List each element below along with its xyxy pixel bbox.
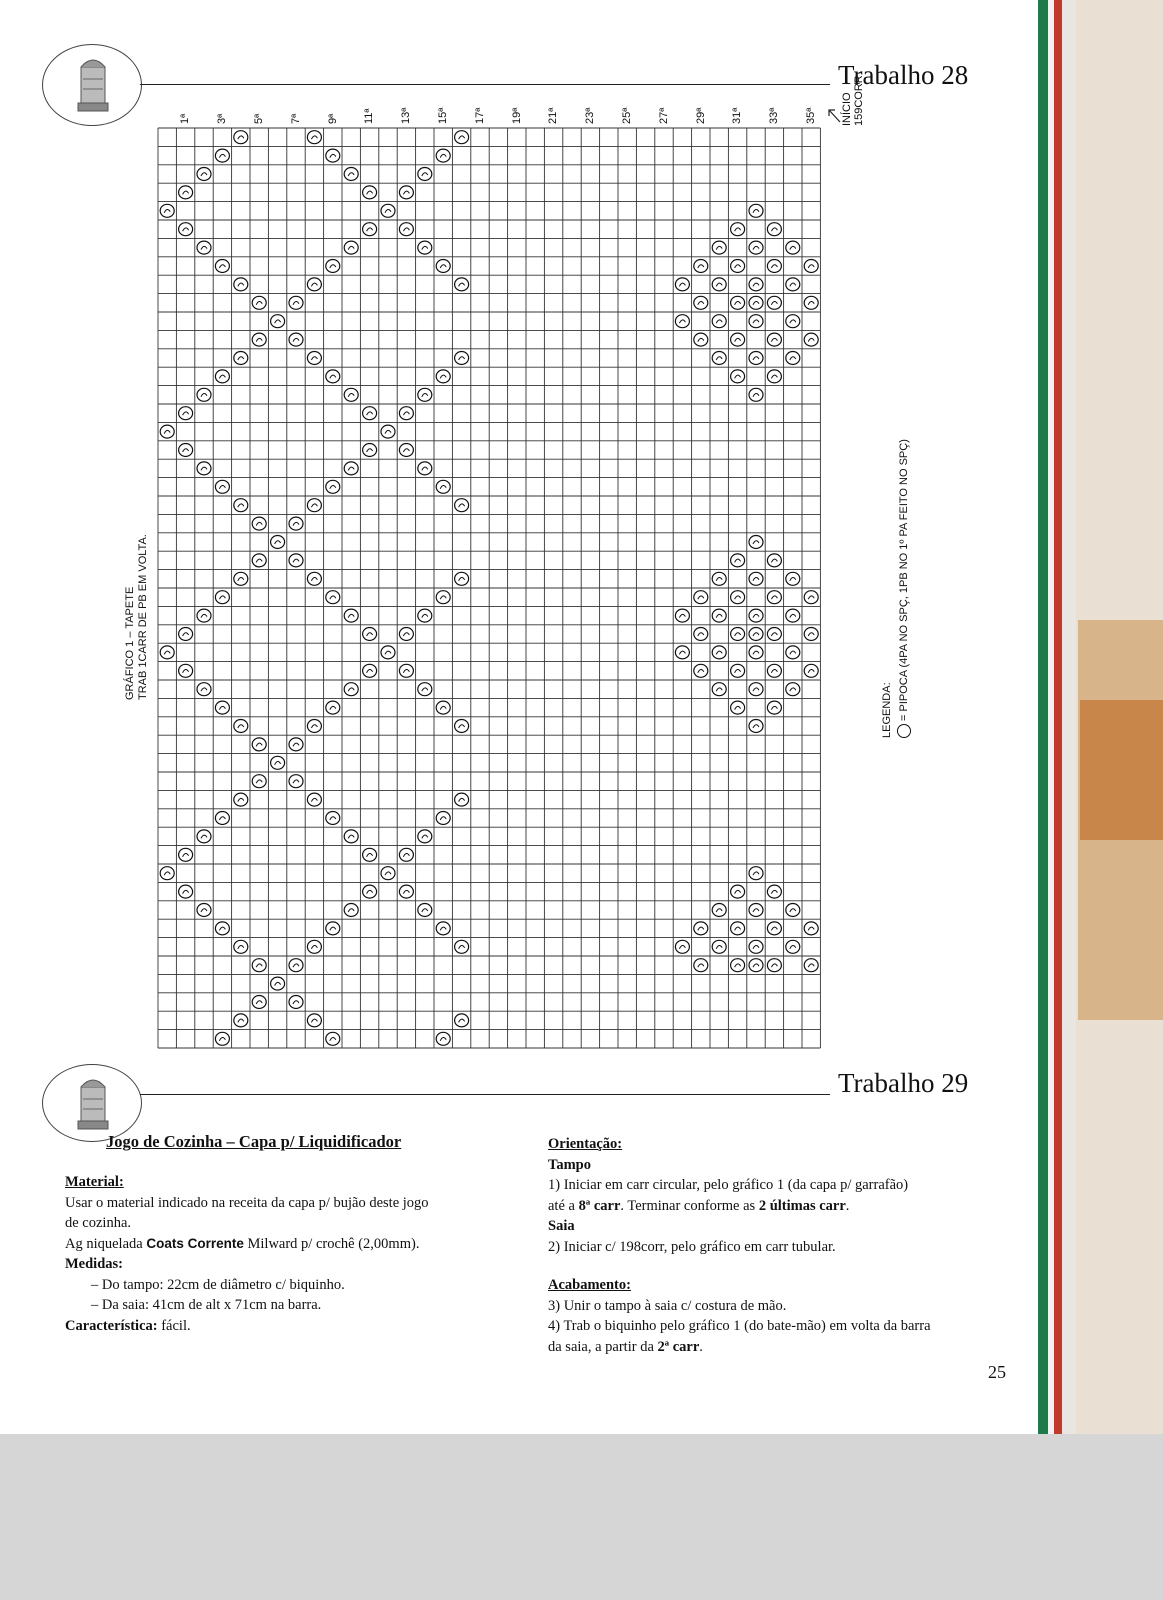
popcorn-stitch-mark xyxy=(767,628,781,641)
popcorn-stitch-mark xyxy=(344,683,358,696)
popcorn-stitch-mark xyxy=(326,591,340,604)
popcorn-stitch-mark xyxy=(252,333,266,346)
popcorn-stitch-mark xyxy=(804,260,818,273)
popcorn-stitch-mark xyxy=(289,554,303,567)
chart-caption xyxy=(124,534,150,700)
popcorn-stitch-mark xyxy=(197,388,211,401)
popcorn-stitch-mark xyxy=(455,940,469,953)
popcorn-stitch-mark xyxy=(804,591,818,604)
popcorn-stitch-mark xyxy=(767,370,781,383)
popcorn-stitch-mark xyxy=(804,959,818,972)
popcorn-stitch-mark xyxy=(749,720,763,733)
popcorn-stitch-mark xyxy=(731,591,745,604)
acabamento-heading: Acabamento: xyxy=(548,1277,631,1293)
acabamento-step-3: 3) Unir o tampo à saia c/ costura de mão. xyxy=(548,1297,787,1314)
caracteristica-line xyxy=(65,1316,429,1337)
popcorn-stitch-mark xyxy=(418,830,432,843)
tampo-step-1b-end: . xyxy=(845,1197,850,1214)
popcorn-stitch-mark xyxy=(731,628,745,641)
popcorn-stitch-mark xyxy=(289,296,303,309)
popcorn-stitch-mark xyxy=(731,885,745,898)
article-title: Jogo de Cozinha – Capa p/ Liquidificador xyxy=(106,1132,402,1151)
popcorn-stitch-mark xyxy=(749,940,763,953)
popcorn-stitch-mark xyxy=(436,701,450,714)
column-label: 25ª xyxy=(621,107,633,124)
saia-heading: Saia xyxy=(548,1218,575,1234)
start-arrow-icon xyxy=(826,106,842,126)
popcorn-stitch-mark xyxy=(731,333,745,346)
popcorn-stitch-mark xyxy=(804,333,818,346)
tampo-step-1b-text2: . Terminar conforme as xyxy=(620,1197,759,1214)
popcorn-stitch-mark xyxy=(179,664,193,677)
popcorn-stitch-mark xyxy=(381,425,395,438)
popcorn-stitch-mark xyxy=(694,922,708,935)
popcorn-stitch-mark xyxy=(307,720,321,733)
medida-saia: – Da saia: 41cm de alt x 71cm na barra. xyxy=(91,1297,322,1313)
popcorn-stitch-mark xyxy=(694,628,708,641)
bottom-emblem-icon xyxy=(42,1064,142,1142)
popcorn-stitch-mark xyxy=(694,296,708,309)
column-label: 21ª xyxy=(547,107,560,124)
popcorn-stitch-mark xyxy=(767,296,781,309)
popcorn-stitch-mark xyxy=(179,223,193,236)
popcorn-stitch-mark xyxy=(179,885,193,898)
popcorn-stitch-mark xyxy=(307,278,321,291)
popcorn-stitch-mark xyxy=(160,867,174,880)
top-section-title: Trabalho 28 xyxy=(838,60,969,90)
popcorn-stitch-mark xyxy=(749,572,763,585)
popcorn-stitch-mark xyxy=(344,462,358,475)
popcorn-stitch-mark xyxy=(712,315,726,328)
popcorn-stitch-mark xyxy=(307,352,321,365)
popcorn-stitch-mark xyxy=(712,352,726,365)
popcorn-stitch-mark xyxy=(234,793,248,806)
left-column xyxy=(65,1172,429,1336)
popcorn-stitch-mark xyxy=(289,738,303,751)
popcorn-stitch-mark xyxy=(418,462,432,475)
popcorn-stitch-mark xyxy=(804,922,818,935)
popcorn-stitch-mark xyxy=(767,223,781,236)
popcorn-stitch-mark xyxy=(344,609,358,622)
popcorn-stitch-mark xyxy=(160,646,174,659)
popcorn-stitch-mark xyxy=(786,609,800,622)
start-label-line2: 159CORR xyxy=(853,75,865,126)
popcorn-stitch-mark xyxy=(399,223,413,236)
popcorn-stitch-mark xyxy=(712,683,726,696)
acabamento-step-4a: 4) Trab o biquinho pelo gráfico 1 (do bate-mão) em volta da barra xyxy=(548,1318,931,1334)
popcorn-stitch-mark xyxy=(344,168,358,181)
popcorn-stitch-mark xyxy=(731,296,745,309)
popcorn-stitch-mark xyxy=(786,572,800,585)
popcorn-stitch-mark xyxy=(381,646,395,659)
tampo-step-1b-bold: 8ª carr xyxy=(578,1197,621,1214)
right-column xyxy=(548,1134,931,1357)
column-label: 27ª xyxy=(657,107,670,124)
popcorn-stitch-mark xyxy=(326,1032,340,1045)
popcorn-stitch-mark xyxy=(179,628,193,641)
popcorn-stitch-mark xyxy=(675,278,689,291)
popcorn-stitch-mark xyxy=(197,241,211,254)
popcorn-stitch-mark xyxy=(234,940,248,953)
popcorn-stitch-mark xyxy=(234,572,248,585)
popcorn-stitch-mark xyxy=(731,260,745,273)
popcorn-stitch-mark xyxy=(436,922,450,935)
popcorn-stitch-mark xyxy=(675,646,689,659)
popcorn-stitch-mark xyxy=(712,572,726,585)
popcorn-stitch-mark xyxy=(160,204,174,217)
popcorn-stitch-mark xyxy=(160,425,174,438)
popcorn-stitch-mark xyxy=(252,738,266,751)
popcorn-stitch-mark xyxy=(731,922,745,935)
popcorn-stitch-mark xyxy=(749,241,763,254)
popcorn-stitch-mark xyxy=(197,683,211,696)
tampo-step-1a: 1) Iniciar em carr circular, pelo gráfico 1 (da capa p/ garrafão) xyxy=(548,1177,909,1193)
popcorn-stitch-mark xyxy=(326,701,340,714)
popcorn-stitch-mark xyxy=(381,204,395,217)
popcorn-stitch-mark xyxy=(455,352,469,365)
popcorn-stitch-mark xyxy=(363,407,377,420)
popcorn-stitch-mark xyxy=(694,260,708,273)
popcorn-stitch-mark xyxy=(731,554,745,567)
popcorn-stitch-mark xyxy=(767,701,781,714)
popcorn-stitch-mark xyxy=(307,572,321,585)
column-label: 11ª xyxy=(363,108,376,124)
popcorn-stitch-mark xyxy=(786,352,800,365)
popcorn-stitch-mark xyxy=(804,628,818,641)
popcorn-stitch-mark xyxy=(731,664,745,677)
popcorn-stitch-mark xyxy=(749,315,763,328)
popcorn-stitch-mark xyxy=(307,793,321,806)
popcorn-stitch-mark xyxy=(749,536,763,549)
popcorn-stitch-mark xyxy=(749,867,763,880)
popcorn-stitch-mark xyxy=(436,149,450,162)
column-label: 29ª xyxy=(694,107,707,124)
popcorn-stitch-mark xyxy=(767,664,781,677)
caracteristica-value: fácil. xyxy=(157,1317,191,1334)
popcorn-stitch-mark xyxy=(767,591,781,604)
popcorn-stitch-mark xyxy=(363,885,377,898)
popcorn-stitch-mark xyxy=(289,775,303,788)
popcorn-stitch-mark xyxy=(436,812,450,825)
popcorn-stitch-mark xyxy=(197,904,211,917)
popcorn-stitch-mark xyxy=(418,683,432,696)
needle-brand: Coats Corrente xyxy=(146,1235,244,1251)
popcorn-stitch-mark xyxy=(786,683,800,696)
popcorn-stitch-mark xyxy=(694,664,708,677)
tampo-step-1b-bold2: 2 últimas carr xyxy=(758,1197,846,1214)
popcorn-stitch-icon xyxy=(897,724,911,738)
acabamento-step-4b-text: da saia, a partir da xyxy=(548,1338,658,1355)
bottom-title-rule xyxy=(140,1094,830,1095)
popcorn-stitch-mark xyxy=(326,922,340,935)
popcorn-stitch-mark xyxy=(749,388,763,401)
chart-caption-line1: GRÁFICO 1 – TAPETE xyxy=(124,586,136,700)
page-number: 25 xyxy=(988,1362,1006,1382)
popcorn-stitch-mark xyxy=(749,683,763,696)
popcorn-stitch-mark xyxy=(749,609,763,622)
popcorn-stitch-mark xyxy=(749,904,763,917)
popcorn-stitch-mark xyxy=(271,536,285,549)
popcorn-stitch-mark xyxy=(399,848,413,861)
popcorn-stitch-mark xyxy=(418,609,432,622)
popcorn-stitch-mark xyxy=(179,186,193,199)
popcorn-stitch-mark xyxy=(234,499,248,512)
popcorn-stitch-mark xyxy=(455,572,469,585)
popcorn-stitch-mark xyxy=(436,260,450,273)
popcorn-stitch-mark xyxy=(344,388,358,401)
popcorn-stitch-mark xyxy=(767,885,781,898)
chart-caption-line2: TRAB 1CARR DE PB EM VOLTA. xyxy=(137,534,149,700)
legend-text: = PIPOCA (4PA NO SPÇ, 1PB NO 1º PA FEITO NO SPÇ) xyxy=(898,439,910,721)
popcorn-stitch-mark xyxy=(731,959,745,972)
popcorn-stitch-mark xyxy=(271,315,285,328)
popcorn-stitch-mark xyxy=(786,940,800,953)
popcorn-stitch-mark xyxy=(363,186,377,199)
popcorn-stitch-mark xyxy=(363,223,377,236)
chart-legend xyxy=(880,439,912,738)
material-line-2: de cozinha. xyxy=(65,1215,132,1231)
tampo-step-1b-text: até a xyxy=(548,1197,579,1214)
popcorn-stitch-mark xyxy=(436,1032,450,1045)
popcorn-stitch-mark xyxy=(197,830,211,843)
caracteristica-label: Característica: xyxy=(65,1317,158,1334)
popcorn-stitch-mark xyxy=(455,131,469,144)
popcorn-stitch-mark xyxy=(786,315,800,328)
start-label xyxy=(841,75,865,126)
popcorn-stitch-mark xyxy=(179,407,193,420)
popcorn-stitch-mark xyxy=(786,278,800,291)
popcorn-stitch-mark xyxy=(197,168,211,181)
popcorn-stitch-mark xyxy=(252,296,266,309)
popcorn-stitch-mark xyxy=(289,517,303,530)
popcorn-stitch-mark xyxy=(749,204,763,217)
popcorn-stitch-mark xyxy=(307,131,321,144)
popcorn-stitch-mark xyxy=(289,333,303,346)
popcorn-stitch-mark xyxy=(436,591,450,604)
popcorn-stitch-mark xyxy=(694,959,708,972)
column-label: 9ª xyxy=(326,113,339,124)
popcorn-stitch-mark xyxy=(252,775,266,788)
popcorn-stitch-mark xyxy=(675,940,689,953)
popcorn-stitch-mark xyxy=(436,480,450,493)
popcorn-stitch-mark xyxy=(271,756,285,769)
column-label: 19ª xyxy=(510,107,523,124)
popcorn-stitch-mark xyxy=(418,241,432,254)
popcorn-stitch-mark xyxy=(381,867,395,880)
popcorn-stitch-mark xyxy=(694,591,708,604)
popcorn-stitch-mark xyxy=(215,591,229,604)
popcorn-stitch-mark xyxy=(749,278,763,291)
column-label: 7ª xyxy=(289,113,302,124)
popcorn-stitch-mark xyxy=(234,131,248,144)
popcorn-stitch-mark xyxy=(455,720,469,733)
popcorn-stitch-mark xyxy=(767,959,781,972)
acabamento-step-4b-bold: 2ª carr xyxy=(657,1338,700,1355)
popcorn-stitch-mark xyxy=(252,517,266,530)
tampo-heading: Tampo xyxy=(548,1156,591,1173)
popcorn-stitch-mark xyxy=(326,149,340,162)
popcorn-stitch-mark xyxy=(731,223,745,236)
popcorn-stitch-mark xyxy=(344,241,358,254)
legend-title: LEGENDA: xyxy=(881,682,893,738)
popcorn-stitch-mark xyxy=(344,904,358,917)
popcorn-stitch-mark xyxy=(307,1014,321,1027)
column-label: 13ª xyxy=(400,107,413,124)
popcorn-stitch-mark xyxy=(749,352,763,365)
popcorn-stitch-mark xyxy=(197,609,211,622)
popcorn-stitch-mark xyxy=(712,904,726,917)
popcorn-stitch-mark xyxy=(215,149,229,162)
popcorn-stitch-mark xyxy=(363,628,377,641)
column-label: 1ª xyxy=(179,113,192,124)
popcorn-stitch-mark xyxy=(197,462,211,475)
popcorn-stitch-mark xyxy=(289,996,303,1009)
column-label: 33ª xyxy=(768,107,781,124)
popcorn-stitch-mark xyxy=(215,1032,229,1045)
orientacao-heading: Orientação: xyxy=(548,1136,623,1152)
popcorn-stitch-mark xyxy=(712,646,726,659)
needle-prefix: Ag niquelada xyxy=(65,1235,147,1252)
popcorn-stitch-mark xyxy=(326,480,340,493)
popcorn-stitch-mark xyxy=(749,959,763,972)
popcorn-stitch-mark xyxy=(694,333,708,346)
popcorn-stitch-mark xyxy=(363,848,377,861)
popcorn-stitch-mark xyxy=(712,609,726,622)
popcorn-stitch-mark xyxy=(179,848,193,861)
popcorn-stitch-mark xyxy=(786,646,800,659)
needle-suffix: Milward p/ crochê (2,00mm). xyxy=(243,1235,420,1252)
popcorn-stitch-mark xyxy=(712,940,726,953)
start-label-line1: INÍCIO xyxy=(841,92,853,126)
popcorn-stitch-mark xyxy=(767,554,781,567)
popcorn-stitch-mark xyxy=(215,260,229,273)
column-label: 35ª xyxy=(805,107,817,124)
scan-background xyxy=(0,1434,1163,1600)
popcorn-stitch-mark xyxy=(215,812,229,825)
popcorn-stitch-mark xyxy=(215,922,229,935)
column-label: 23ª xyxy=(584,107,597,124)
popcorn-stitch-mark xyxy=(363,664,377,677)
popcorn-stitch-mark xyxy=(399,444,413,457)
popcorn-stitch-mark xyxy=(252,996,266,1009)
popcorn-stitch-mark xyxy=(234,1014,248,1027)
column-label: 17ª xyxy=(473,107,486,124)
popcorn-stitch-mark xyxy=(786,904,800,917)
popcorn-stitch-mark xyxy=(418,904,432,917)
popcorn-stitch-mark xyxy=(455,1014,469,1027)
popcorn-stitch-mark xyxy=(749,628,763,641)
column-label: 5ª xyxy=(253,113,265,124)
acabamento-step-4b xyxy=(548,1337,931,1358)
popcorn-stitch-mark xyxy=(418,388,432,401)
popcorn-stitch-mark xyxy=(731,370,745,383)
saia-step-2: 2) Iniciar c/ 198corr, pelo gráfico em carr tubular. xyxy=(548,1238,836,1255)
popcorn-stitch-mark xyxy=(326,370,340,383)
popcorn-stitch-mark xyxy=(399,407,413,420)
popcorn-stitch-mark xyxy=(252,554,266,567)
popcorn-stitch-mark xyxy=(344,830,358,843)
popcorn-stitch-mark xyxy=(712,278,726,291)
medidas-heading: Medidas: xyxy=(65,1256,123,1272)
popcorn-stitch-mark xyxy=(252,959,266,972)
column-label: 15ª xyxy=(437,107,449,124)
popcorn-stitch-mark xyxy=(215,370,229,383)
popcorn-stitch-mark xyxy=(455,499,469,512)
popcorn-stitch-mark xyxy=(215,480,229,493)
tampo-step-1b xyxy=(548,1196,931,1217)
material-heading: Material: xyxy=(65,1174,124,1190)
acabamento-step-4b-end: . xyxy=(699,1338,703,1355)
popcorn-stitch-mark xyxy=(271,977,285,990)
popcorn-stitch-mark xyxy=(234,352,248,365)
popcorn-stitch-mark xyxy=(455,278,469,291)
column-label: 3ª xyxy=(216,113,229,124)
popcorn-stitch-mark xyxy=(767,260,781,273)
popcorn-stitch-mark xyxy=(749,646,763,659)
popcorn-stitch-mark xyxy=(399,186,413,199)
popcorn-stitch-mark xyxy=(307,499,321,512)
popcorn-stitch-mark xyxy=(307,940,321,953)
popcorn-stitch-mark xyxy=(804,664,818,677)
popcorn-stitch-mark xyxy=(234,720,248,733)
popcorn-stitch-mark xyxy=(675,315,689,328)
popcorn-stitch-mark xyxy=(786,241,800,254)
popcorn-stitch-mark xyxy=(436,370,450,383)
popcorn-stitch-mark xyxy=(418,168,432,181)
popcorn-stitch-mark xyxy=(179,444,193,457)
popcorn-stitch-mark xyxy=(399,664,413,677)
popcorn-stitch-mark xyxy=(767,333,781,346)
popcorn-stitch-mark xyxy=(399,628,413,641)
popcorn-stitch-mark xyxy=(731,701,745,714)
popcorn-stitch-mark xyxy=(675,609,689,622)
popcorn-stitch-mark xyxy=(804,296,818,309)
medida-tampo: – Do tampo: 22cm de diâmetro c/ biquinho. xyxy=(91,1276,345,1293)
popcorn-stitch-mark xyxy=(749,296,763,309)
popcorn-stitch-mark xyxy=(767,922,781,935)
popcorn-stitch-mark xyxy=(399,885,413,898)
popcorn-stitch-mark xyxy=(326,260,340,273)
popcorn-stitch-mark xyxy=(326,812,340,825)
bottom-section-title: Trabalho 29 xyxy=(838,1068,969,1098)
column-label: 31ª xyxy=(731,107,744,124)
popcorn-stitch-mark xyxy=(455,793,469,806)
popcorn-stitch-mark xyxy=(234,278,248,291)
needle-line xyxy=(65,1234,429,1255)
popcorn-stitch-mark xyxy=(363,444,377,457)
popcorn-stitch-mark xyxy=(712,241,726,254)
popcorn-stitch-mark xyxy=(215,701,229,714)
material-line-1: Usar o material indicado na receita da capa p/ bujão deste jogo xyxy=(65,1194,429,1211)
popcorn-stitch-mark xyxy=(289,959,303,972)
